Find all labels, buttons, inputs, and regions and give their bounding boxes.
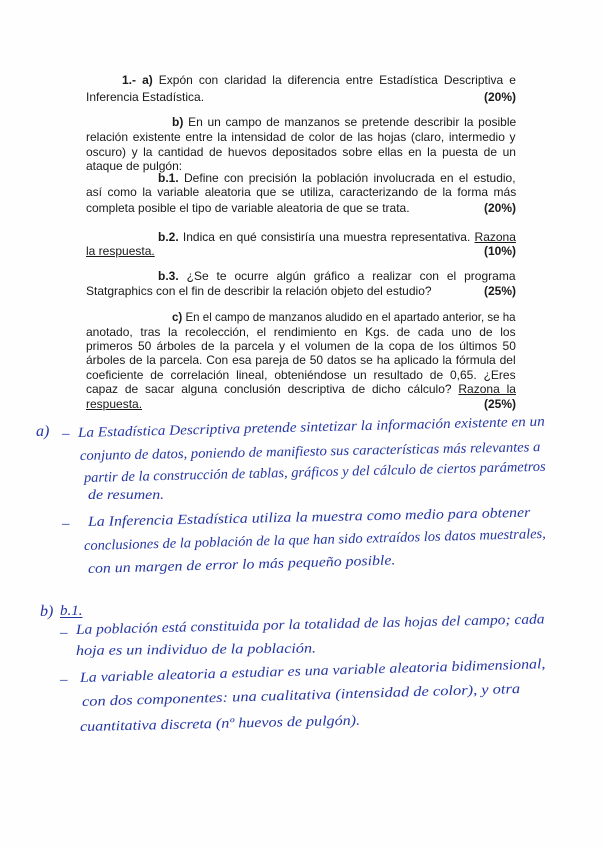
part-a-label: a): [142, 73, 153, 87]
question-line: [86, 90, 204, 104]
question-line: [86, 201, 410, 215]
question-line: [122, 73, 516, 87]
answer-line: La Estadística Descriptiva pretende sintetizar la información existente en un: [77, 414, 545, 441]
weight-label: (10%): [483, 244, 516, 258]
question-text: ¿Se te ocurre algún gráfico a realizar con el programa: [186, 269, 516, 283]
underlined-instruction: Razona: [474, 230, 516, 244]
question-line: [86, 130, 516, 144]
question-text: capaz de sacar alguna conclusión descriptiva de dicho cálculo?: [86, 382, 452, 396]
answer-line: de resumen.: [88, 488, 165, 503]
question-text: oscuro) y la cantidad de huevos depositados sobre ellas en la puesta de un: [86, 145, 516, 159]
question-text: anotado, tras la recolección, el rendimiento en Kgs. de cada uno de los: [86, 325, 516, 339]
question-line: [172, 115, 516, 129]
question-line: [158, 171, 516, 185]
answer-line: con un margen de error lo más pequeño posible.: [87, 553, 396, 577]
answer-a-label: a): [36, 423, 50, 440]
answer-line: partir de la construcción de tablas, gráficos y del cálculo de ciertos parámetros: [83, 459, 546, 486]
question-text: En un campo de manzanos se pretende describir la posible: [188, 115, 517, 129]
part-c-label: c): [172, 310, 183, 324]
answer-b1-label: b.1.: [60, 603, 83, 619]
answer-line: La población está constituida por la totalidad de las hojas del campo; cada: [75, 612, 545, 638]
part-b3-label: b.3.: [158, 269, 179, 283]
question-text: ataque de pulgón:: [86, 159, 183, 173]
bullet-dash: –: [62, 426, 70, 442]
question-text: En el campo de manzanos aludido en el apartado anterior, se ha: [185, 310, 516, 324]
weight-label: (25%): [483, 284, 516, 298]
question-text: así como la variable aleatoria que se utiliza, caracterizando de la forma más: [86, 185, 517, 199]
underlined-instruction: la respuesta.: [86, 244, 155, 258]
bullet-dash: –: [60, 672, 68, 688]
question-line: [86, 368, 516, 382]
answer-line: La Inferencia Estadística utiliza la muestra como medio para obtener: [87, 505, 531, 530]
question-text: Inferencia Estadística.: [86, 90, 205, 104]
weight-label: (20%): [483, 201, 516, 215]
question-line: [86, 397, 142, 411]
question-line: [172, 310, 516, 324]
weight-label: (20%): [483, 90, 516, 104]
question-number: 1.-: [122, 73, 137, 87]
question-line: [86, 185, 516, 199]
question-line: [86, 244, 155, 258]
underlined-instruction: respuesta.: [86, 397, 143, 411]
question-text: Define con precisión la población involucrada en el estudio,: [184, 171, 516, 185]
weight-label: (25%): [483, 397, 516, 411]
question-text: Statgraphics con el fin de describir la relación objeto del estudio?: [86, 284, 432, 298]
part-b2-label: b.2.: [158, 230, 179, 244]
question-line: [86, 339, 516, 353]
question-text: relación existente entre la intensidad de color de las hojas (claro, intermedio y: [86, 130, 516, 144]
question-text: Expón con claridad la diferencia entre Estadística Descriptiva e: [158, 73, 516, 87]
question-line: [86, 382, 516, 396]
bullet-dash: –: [62, 516, 70, 532]
part-b-label: b): [172, 115, 184, 129]
underlined-instruction: Razona la: [458, 382, 516, 396]
question-line: [86, 145, 516, 159]
question-line: [86, 353, 516, 367]
question-text: Indica en qué consistiría una muestra representativa.: [182, 230, 471, 244]
question-text: árboles de la parcela. Con esa pareja de 50 datos se ha aplicado la fórmula del: [86, 353, 516, 367]
question-text: completa posible el tipo de variable aleatoria de que se trata.: [86, 201, 410, 215]
answer-line: cuantitativa discreta (nº huevos de pulgón).: [79, 713, 361, 735]
answer-line: hoja es un individuo de la población.: [75, 641, 317, 659]
answer-line: conjunto de datos, poniendo de manifiesto sus características más relevantes a: [79, 440, 541, 464]
question-line: [86, 284, 432, 298]
answer-line: con dos componentes: una cualitativa (intensidad de color), y otra: [81, 682, 521, 710]
question-line: [158, 269, 516, 283]
question-line: [86, 325, 516, 339]
part-b1-label: b.1.: [158, 171, 179, 185]
question-text: primeros 50 árboles de la parcela y el volumen de la copa de los últimos 50: [86, 339, 516, 353]
bullet-dash: –: [60, 625, 68, 641]
question-text: coeficiente de correlación lineal, obteniéndose un resultado de 0,65. ¿Eres: [86, 368, 516, 382]
answer-b-label: b): [40, 603, 54, 620]
answer-line: La variable aleatoria a estudiar es una variable aleatoria bidimensional,: [79, 657, 546, 686]
question-line: [158, 230, 516, 244]
answer-line: conclusiones de la población de la que han sido extraídos los datos muestrales,: [83, 526, 547, 554]
